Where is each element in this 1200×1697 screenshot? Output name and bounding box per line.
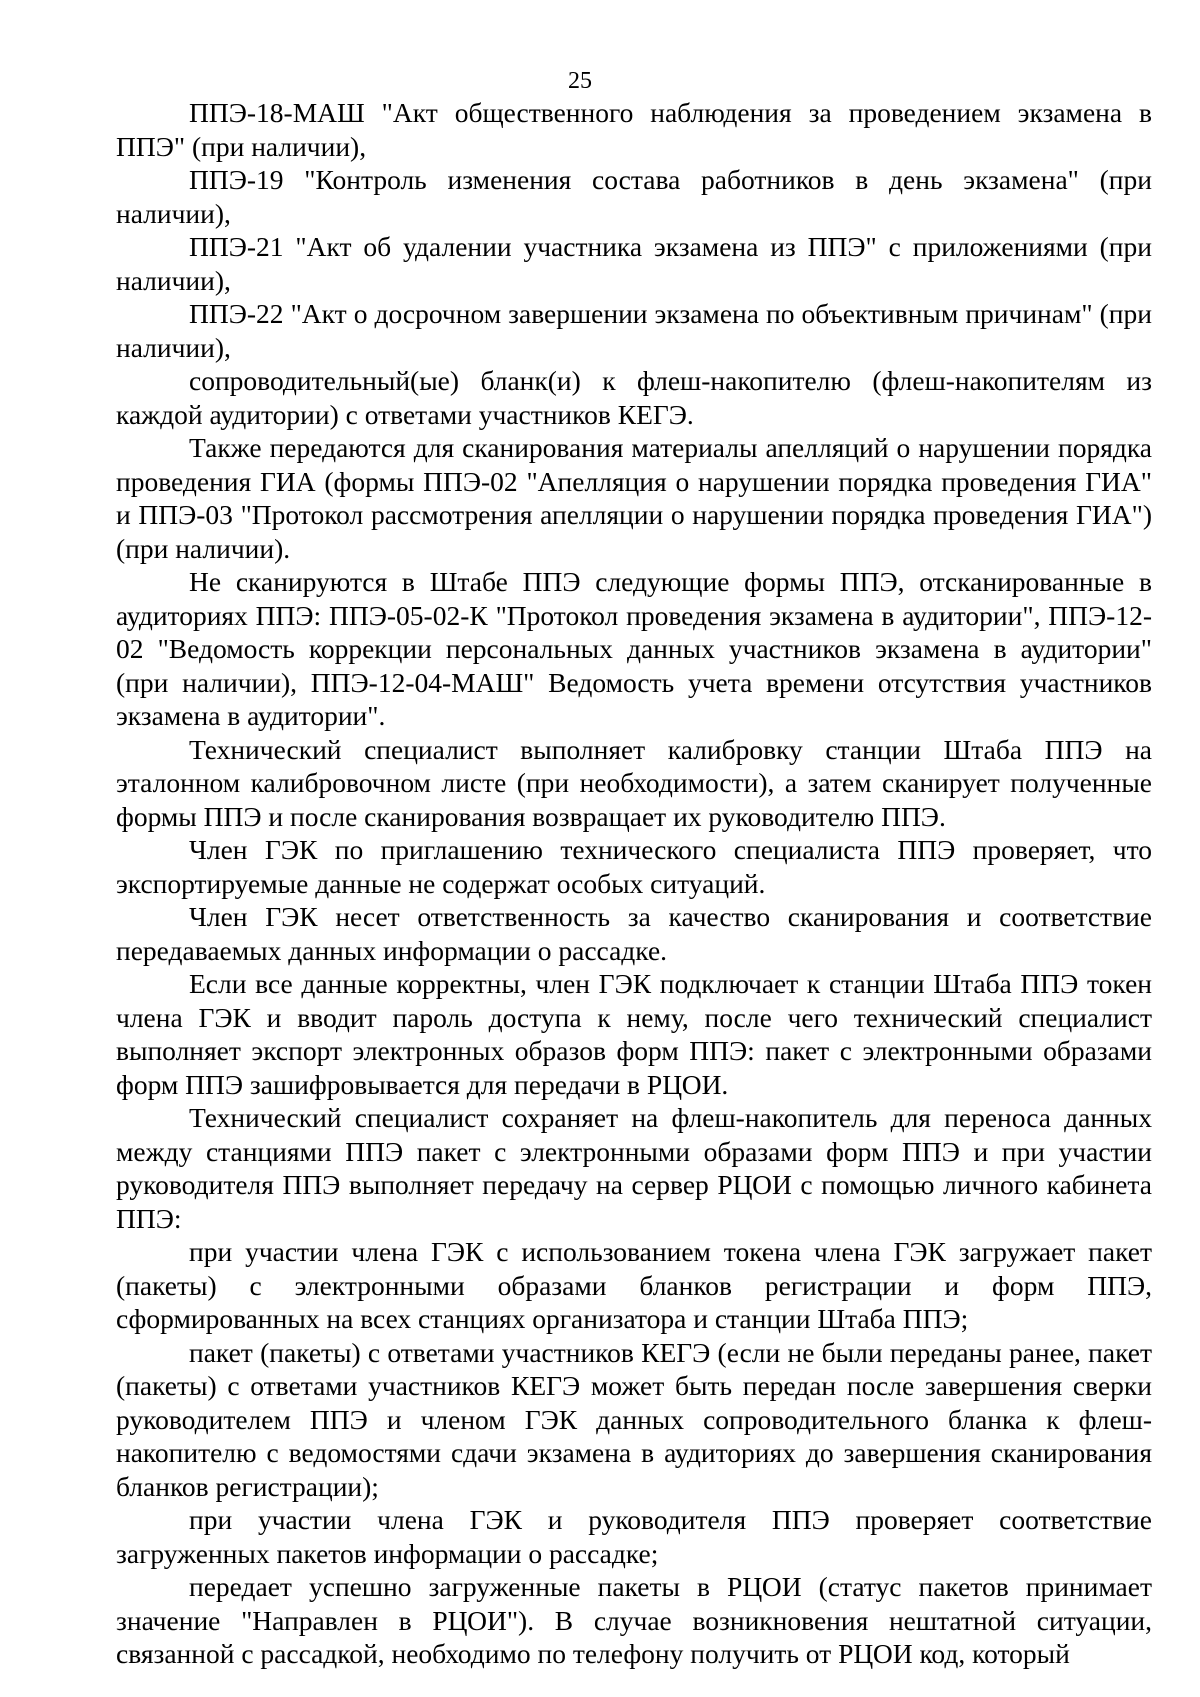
paragraph-form-ppe-22: ППЭ-22 "Акт о досрочном завершении экзамена по объективным причинам" (при наличии),	[116, 298, 1152, 363]
page-number: 25	[568, 68, 592, 94]
paragraph-not-scanned: Не сканируются в Штабе ППЭ следующие формы ППЭ, отсканированные в аудиториях ППЭ: ППЭ-05-02-К "Протокол проведения экзамена в аудитории", ППЭ-12-02 "Ведомость коррекции персональных данных участников экзамена в аудитории" (при наличии), ППЭ-12-04-МАШ" Ведомость учета времени отсутствия участников экзамена в аудитории".	[116, 566, 1152, 731]
paragraph-appeals: Также передаются для сканирования материалы апелляций о нарушении порядка проведения ГИА (формы ППЭ-02 "Апелляция о нарушении порядка проведения ГИА" и ППЭ-03 "Протокол рассмотрения апелляции о нарушении порядка проведения ГИА") (при наличии).	[116, 432, 1152, 564]
paragraph-export: Если все данные корректны, член ГЭК подключает к станции Штаба ППЭ токен члена ГЭК и вводит пароль доступа к нему, после чего технический специалист выполняет экспорт электронных образов форм ППЭ: пакет с электронными образами форм ППЭ зашифровывается для передачи в РЦОИ.	[116, 968, 1152, 1100]
body-text	[116, 96, 1152, 1671]
paragraph-upload-answers: пакет (пакеты) с ответами участников КЕГЭ (если не были переданы ранее, пакет (пакеты) с ответами участников КЕГЭ может быть передан после завершения сверки руководителем ППЭ и членом ГЭК данных сопроводительного бланка к флеш-накопителю с ведомостями сдачи экзамена в аудиториях до завершения сканирования бланков регистрации);	[116, 1336, 1152, 1502]
paragraph-transfer: Технический специалист сохраняет на флеш-накопитель для переноса данных между станциями ППЭ пакет с электронными образами форм ППЭ и при участии руководителя ППЭ выполняет передачу на сервер РЦОИ с помощью личного кабинета ППЭ:	[116, 1102, 1152, 1234]
paragraph-calibration: Технический специалист выполняет калибровку станции Штаба ППЭ на эталонном калибровочном листе (при необходимости), а затем сканирует полученные формы ППЭ и после сканирования возвращает их руководителю ППЭ.	[116, 733, 1152, 832]
paragraph-upload-forms: при участии члена ГЭК с использованием токена члена ГЭК загружает пакет (пакеты) с электронными образами бланков регистрации и форм ППЭ, сформированных на всех станциях организатора и станции Штаба ППЭ;	[116, 1236, 1152, 1334]
paragraph-form-ppe-19: ППЭ-19 "Контроль изменения состава работников в день экзамена" (при наличии),	[116, 164, 1152, 229]
paragraph-send-packages: передает успешно загруженные пакеты в РЦОИ (статус пакетов принимает значение "Направлен в РЦОИ"). В случае возникновения нештатной ситуации, связанной с рассадкой, необходимо по телефону получить от РЦОИ код, который	[116, 1571, 1152, 1669]
paragraph-gek-responsibility: Член ГЭК несет ответственность за качество сканирования и соответствие передаваемых данных информации о рассадке.	[116, 901, 1152, 966]
paragraph-form-ppe-18: ППЭ-18-МАШ "Акт общественного наблюдения за проведением экзамена в ППЭ" (при наличии),	[116, 97, 1152, 162]
paragraph-verify-seating: при участии члена ГЭК и руководителя ППЭ проверяет соответствие загруженных пакетов информации о рассадке;	[116, 1504, 1152, 1569]
paragraph-accompanying-blank: сопроводительный(ые) бланк(и) к флеш-накопителю (флеш-накопителям из каждой аудитории) с ответами участников КЕГЭ.	[116, 365, 1152, 430]
paragraph-gek-check: Член ГЭК по приглашению технического специалиста ППЭ проверяет, что экспортируемые данные не содержат особых ситуаций.	[116, 834, 1152, 899]
paragraph-form-ppe-21: ППЭ-21 "Акт об удалении участника экзамена из ППЭ" с приложениями (при наличии),	[116, 231, 1152, 296]
